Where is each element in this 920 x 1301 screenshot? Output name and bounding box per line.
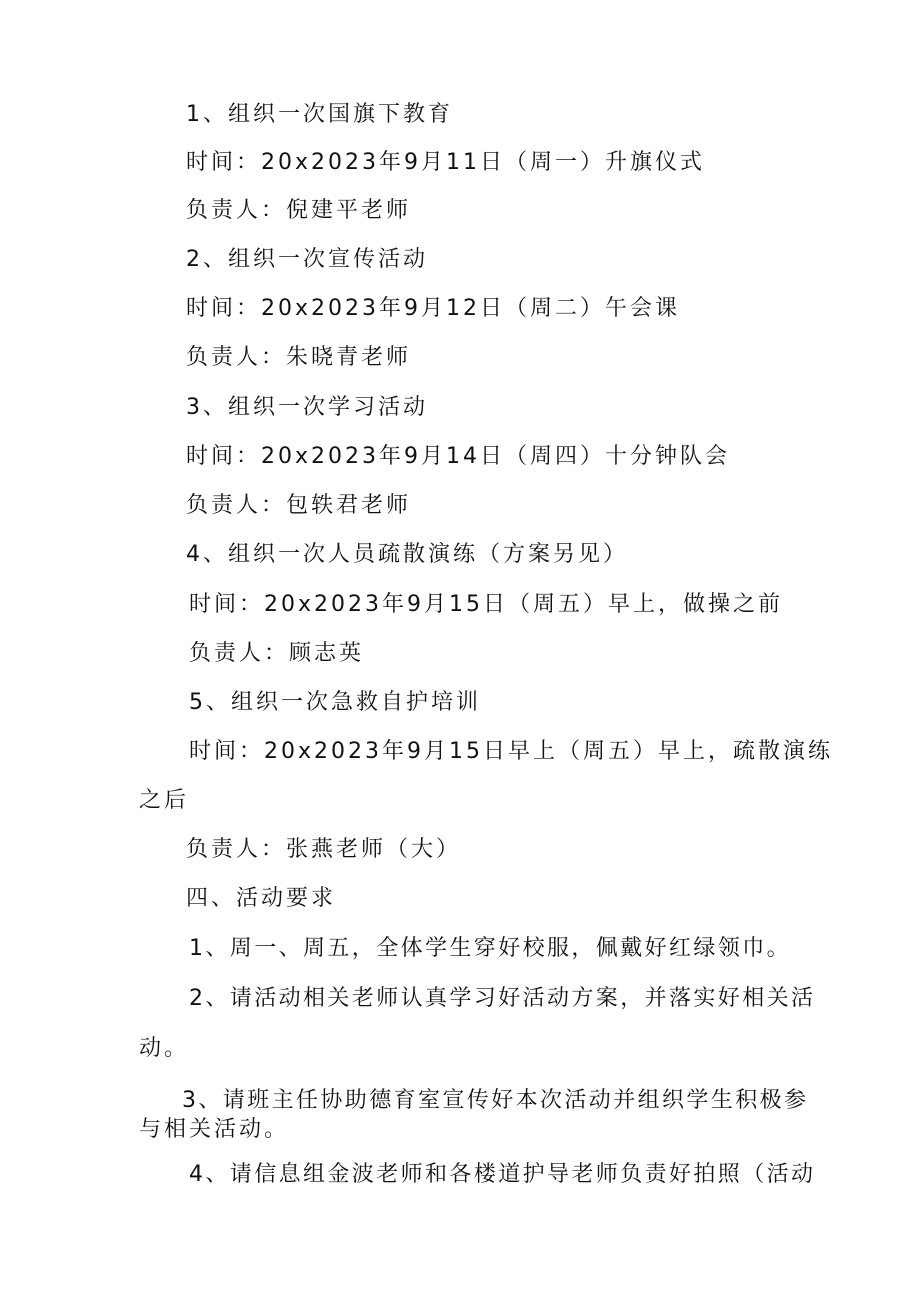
requirement-1: 1、周一、周五，全体学生穿好校服，佩戴好红绿领巾。 (189, 936, 791, 961)
item-4-time: 时间：20x2023年9月15日（周五）早上，做操之前 (189, 592, 783, 617)
requirement-3-continued: 与相关活动。 (139, 1117, 290, 1142)
requirement-3: 3、请班主任协助德育室宣传好本次活动并组织学生积极参 (182, 1088, 809, 1113)
item-3-time: 时间：20x2023年9月14日（周四）十分钟队会 (186, 444, 730, 469)
item-5-time: 时间：20x2023年9月15日早上（周五）早上，疏散演练 (189, 739, 833, 764)
item-5-time-continued: 之后 (139, 788, 190, 813)
item-3-title: 3、组织一次学习活动 (186, 395, 428, 420)
item-2-time: 时间：20x2023年9月12日（周二）午会课 (186, 296, 680, 321)
item-4-title: 4、组织一次人员疏散演练（方案另见） (186, 542, 628, 567)
item-4-owner: 负责人：顾志英 (189, 641, 365, 666)
item-1-title: 1、组织一次国旗下教育 (186, 102, 453, 127)
item-3-owner: 负责人：包轶君老师 (186, 493, 412, 518)
requirement-4: 4、请信息组金波老师和各楼道护导老师负责好拍照（活动 (189, 1162, 816, 1187)
item-1-owner: 负责人：倪建平老师 (186, 198, 412, 223)
requirement-2: 2、请活动相关老师认真学习好活动方案，并落实好相关活 (189, 986, 816, 1011)
item-5-title: 5、组织一次急救自护培训 (189, 690, 481, 715)
section-heading-requirements: 四、活动要求 (186, 886, 337, 911)
item-5-owner: 负责人：张燕老师（大） (186, 837, 462, 862)
item-2-owner: 负责人：朱晓青老师 (186, 345, 412, 370)
item-2-title: 2、组织一次宣传活动 (186, 247, 428, 272)
requirement-2-continued: 动。 (139, 1036, 190, 1061)
item-1-time: 时间：20x2023年9月11日（周一）升旗仪式 (186, 150, 705, 175)
